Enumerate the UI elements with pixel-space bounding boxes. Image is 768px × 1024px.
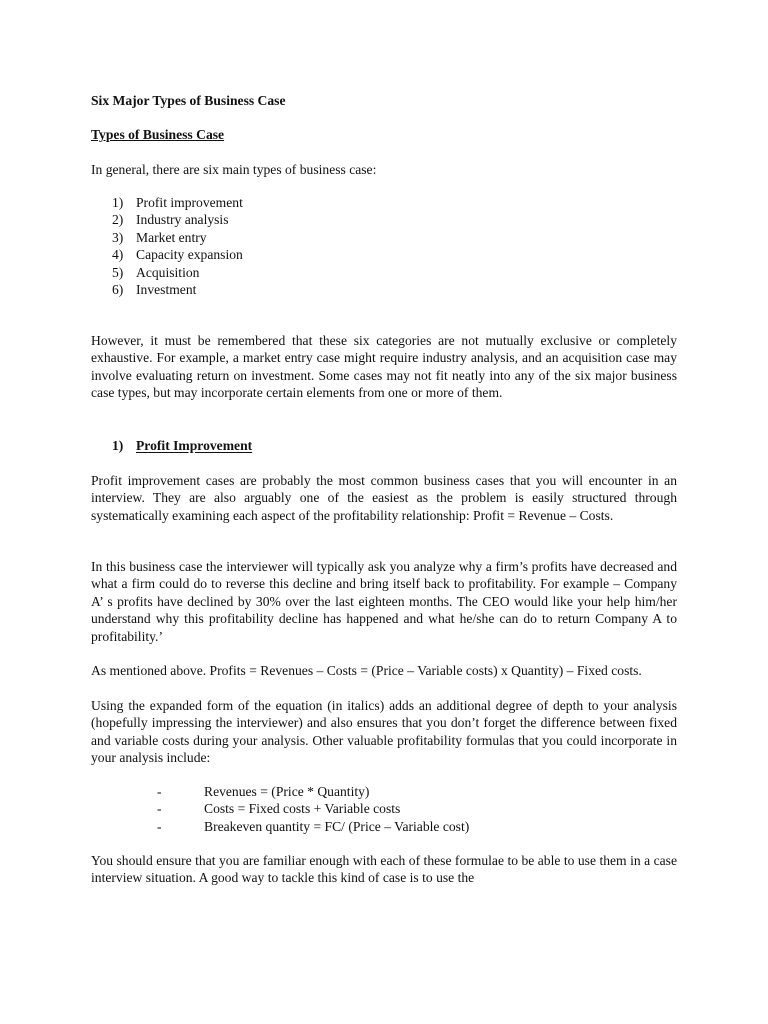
- ensure-paragraph: You should ensure that you are familiar enough with each of these formulae to be able to use them in a case interview situation. A good way to tackle this kind of case is to use the: [91, 853, 677, 886]
- list-label: Industry analysis: [136, 212, 229, 228]
- list-number: 4): [112, 247, 124, 263]
- list-label: Capacity expansion: [136, 247, 243, 263]
- list-item: [112, 229, 243, 246]
- types-list: [112, 194, 243, 298]
- formula-text: Revenues = (Price * Quantity): [204, 784, 370, 799]
- list-number: 6): [112, 282, 124, 298]
- however-paragraph: However, it must be remembered that these six categories are not mutually exclusive or completely exhaustive. For example, a market entry case might require industry analysis, and an acquisition case may involve evaluating return on investment. Some cases may not fit neatly into any of the six major business case types, but may incorporate certain elements from one or more of them.: [91, 333, 677, 401]
- list-dash: -: [157, 784, 162, 799]
- list-number: 5): [112, 264, 124, 280]
- formulas-list: [157, 783, 469, 835]
- profit-formula-paragraph: As mentioned above. Profits = Revenues – Costs = (Price – Variable costs) x Quantity) – Fixed costs.: [91, 663, 642, 678]
- list-item: [157, 800, 469, 817]
- list-label: Investment: [136, 282, 197, 298]
- list-item: [112, 246, 243, 263]
- list-item: [112, 264, 243, 281]
- expanded-form-paragraph: Using the expanded form of the equation (in italics) adds an additional degree of depth to your analysis (hopefully impressing the interviewer) and also ensures that you don’t forget the difference between fixed and variable costs during your analysis. Other valuable profitability formulas that you could incorporate in your analysis include:: [91, 698, 677, 766]
- list-label: Acquisition: [136, 264, 200, 280]
- document-title: Six Major Types of Business Case: [91, 93, 286, 108]
- profit-example-paragraph: In this business case the interviewer will typically ask you analyze why a firm’s profits have decreased and what a firm could do to reverse this decline and bring itself back to profitability. For example – Company A’ s profits have declined by 30% over the last eighteen months. The CEO would like your help him/her understand why this profitability decline has happened and what he/she can do to return Company A to profitability.’: [91, 559, 677, 644]
- list-dash: -: [157, 818, 162, 834]
- list-label: Market entry: [136, 229, 207, 245]
- list-number: 3): [112, 229, 124, 245]
- list-item: [112, 281, 243, 298]
- list-number: 2): [112, 212, 124, 228]
- profit-intro-paragraph: Profit improvement cases are probably the most common business cases that you will encounter in an interview. They are also arguably one of the easiest as the problem is easily structured through systematically examining each aspect of the profitability relationship: Profit = Revenue – Costs.: [91, 473, 677, 523]
- list-item: [112, 194, 243, 211]
- list-label: Profit improvement: [136, 195, 243, 210]
- intro-paragraph: In general, there are six main types of business case:: [91, 162, 377, 177]
- list-item: [157, 783, 469, 800]
- section-label: Profit Improvement: [136, 438, 253, 453]
- formula-text: Breakeven quantity = FC/ (Price – Variable cost): [204, 818, 470, 834]
- list-item: [157, 818, 469, 835]
- list-dash: -: [157, 801, 162, 817]
- list-item: [112, 211, 243, 228]
- formula-text: Costs = Fixed costs + Variable costs: [204, 801, 401, 817]
- section-number: 1): [112, 438, 124, 453]
- list-number: 1): [112, 195, 124, 210]
- section-heading-profit-improvement: [112, 437, 252, 454]
- types-heading: Types of Business Case: [91, 127, 225, 142]
